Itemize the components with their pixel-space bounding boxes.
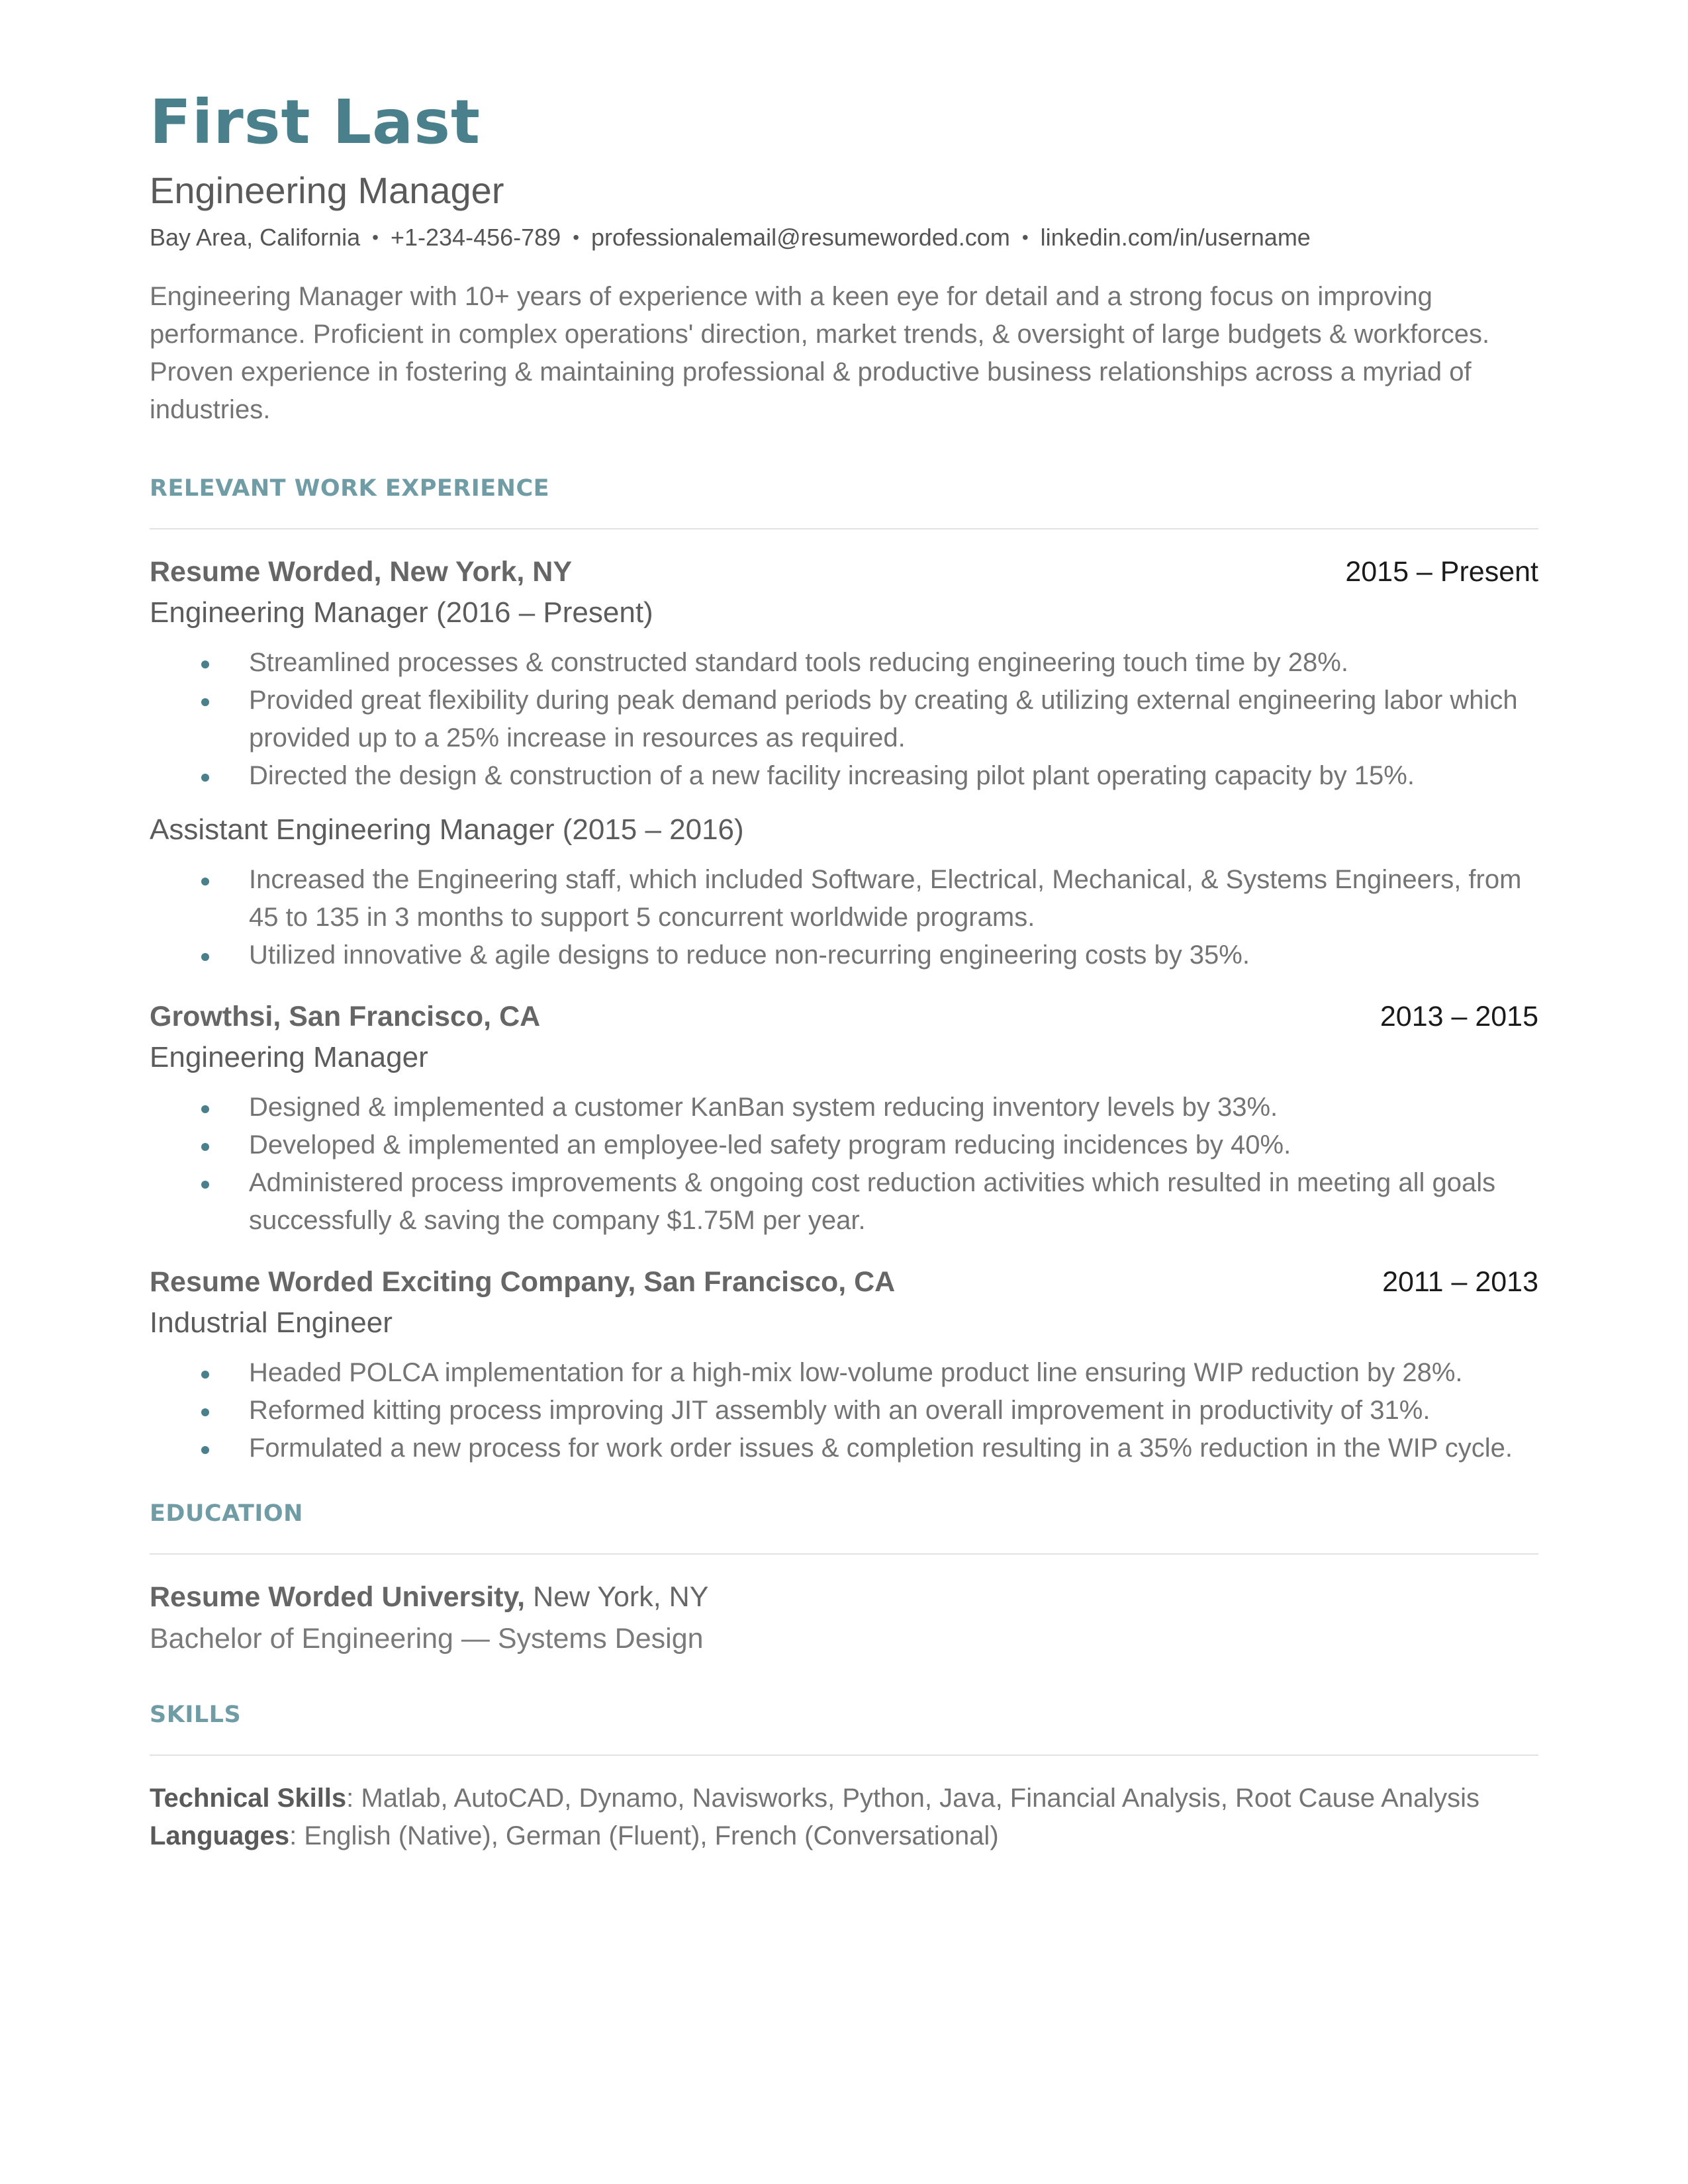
job-bullet-list: [150, 861, 1538, 974]
contact-line: [150, 224, 1538, 251]
education-school-line: [150, 1581, 1538, 1614]
bullet-dot-icon: [201, 953, 209, 961]
candidate-title: Engineering Manager: [150, 169, 504, 212]
skills-technical: [150, 1780, 1538, 1817]
job-bullet-text: Utilized innovative & agile designs to reduce non-recurring engineering costs by 35%.: [249, 940, 1250, 970]
job-entry: [150, 1001, 1538, 1240]
job-bullet-text: Designed & implemented a customer KanBan system reducing inventory levels by 33%.: [249, 1092, 1278, 1122]
section-divider: [150, 528, 1538, 529]
job-entry: [150, 1266, 1538, 1467]
job-header: [150, 556, 1538, 588]
skills-block: [150, 1780, 1538, 1855]
section-divider: [150, 1754, 1538, 1756]
job-header: [150, 1266, 1538, 1298]
job-bullet-text: Streamlined processes & constructed standard tools reducing engineering touch time by 28%.: [249, 647, 1348, 677]
contact-separator: •: [372, 226, 379, 248]
job-bullet-text: Reformed kitting process improving JIT assembly with an overall improvement in productivity of 31%.: [249, 1395, 1430, 1425]
job-bullet-text: Developed & implemented an employee-led safety program reducing incidences by 40%.: [249, 1130, 1291, 1160]
job-company: Growthsi, San Francisco, CA: [150, 1000, 541, 1032]
job-bullet: [150, 861, 1538, 936]
job-role-title: Assistant Engineering Manager (2015 – 2016): [150, 813, 744, 846]
contact-location: Bay Area, California: [150, 223, 361, 251]
bullet-dot-icon: [201, 1371, 209, 1379]
education-location: New York, NY: [533, 1580, 709, 1613]
bullet-dot-icon: [201, 1446, 209, 1454]
job-role-title: Industrial Engineer: [150, 1306, 393, 1339]
education-school: Resume Worded University,: [150, 1580, 526, 1613]
job-bullet: [150, 1089, 1538, 1126]
job-bullet-text: Headed POLCA implementation for a high-mix low-volume product line ensuring WIP reduction by 28%.: [249, 1357, 1463, 1387]
education-degree: Bachelor of Engineering — Systems Design: [150, 1622, 704, 1655]
job-bullet: [150, 1164, 1538, 1240]
candidate-name: First Last: [150, 87, 481, 158]
job-bullet: [150, 757, 1538, 795]
experience-heading: RELEVANT WORK EXPERIENCE: [150, 475, 550, 502]
bullet-dot-icon: [201, 1181, 209, 1189]
summary-paragraph: Engineering Manager with 10+ years of experience with a keen eye for detail and a strong focus on improving performance. Proficient in complex operations' direction, market trends, & oversight of large budgets & workforces. Proven experience in fostering & maintaining professional & productive business relationships across a myriad of industries.: [150, 281, 1490, 424]
job-bullet-text: Administered process improvements & ongoing cost reduction activities which resulted in meeting all goals successfully & saving the company $1.75M per year.: [249, 1167, 1496, 1235]
bullet-dot-icon: [201, 660, 209, 668]
bullet-dot-icon: [201, 878, 209, 886]
skills-languages-values: : English (Native), German (Fluent), French (Conversational): [289, 1821, 999, 1850]
skills-languages: [150, 1817, 1538, 1855]
job-bullet-list: [150, 1354, 1538, 1467]
education-entry: [150, 1581, 1538, 1655]
job-header: [150, 1001, 1538, 1033]
job-bullet-list: [150, 644, 1538, 795]
job-company: Resume Worded, New York, NY: [150, 555, 573, 588]
job-bullet: [150, 1126, 1538, 1164]
job-bullet: [150, 1392, 1538, 1430]
job-bullet: [150, 1354, 1538, 1392]
bullet-dot-icon: [201, 698, 209, 706]
job-bullet: [150, 644, 1538, 682]
skills-technical-values: : Matlab, AutoCAD, Dynamo, Navisworks, Python, Java, Financial Analysis, Root Cause Analysis: [346, 1783, 1480, 1813]
bullet-dot-icon: [201, 774, 209, 782]
contact-email[interactable]: professionalemail@resumeworded.com: [591, 223, 1010, 251]
bullet-dot-icon: [201, 1408, 209, 1416]
contact-separator: •: [1021, 226, 1029, 248]
skills-technical-label: Technical Skills: [150, 1783, 347, 1813]
job-bullet-text: Formulated a new process for work order issues & completion resulting in a 35% reduction in the WIP cycle.: [249, 1433, 1513, 1463]
job-bullet: [150, 936, 1538, 974]
job-dates: 2011 – 2013: [1382, 1265, 1538, 1298]
job-company: Resume Worded Exciting Company, San Francisco, CA: [150, 1265, 896, 1298]
job-bullet-text: Provided great flexibility during peak demand periods by creating & utilizing external engineering labor which provided up to a 25% increase in resources as required.: [249, 685, 1518, 752]
job-bullet-text: Directed the design & construction of a new facility increasing pilot plant operating capacity by 15%.: [249, 760, 1415, 790]
section-divider: [150, 1553, 1538, 1555]
job-bullet: [150, 1430, 1538, 1467]
skills-heading: SKILLS: [150, 1701, 242, 1728]
experience-list: [150, 556, 1538, 1467]
job-bullet-text: Increased the Engineering staff, which included Software, Electrical, Mechanical, & Systems Engineers, from 45 to 135 in 3 months to support 5 concurrent worldwide programs.: [249, 864, 1522, 932]
contact-linkedin[interactable]: linkedin.com/in/username: [1040, 223, 1311, 251]
education-heading: EDUCATION: [150, 1500, 303, 1527]
job-dates: 2015 – Present: [1345, 555, 1538, 588]
job-entry: [150, 556, 1538, 974]
contact-separator: •: [573, 226, 579, 248]
job-bullet-list: [150, 1089, 1538, 1240]
skills-languages-label: Languages: [150, 1821, 290, 1850]
job-role-title: Engineering Manager: [150, 1040, 428, 1073]
bullet-dot-icon: [201, 1143, 209, 1151]
bullet-dot-icon: [201, 1105, 209, 1113]
job-role-title: Engineering Manager (2016 – Present): [150, 596, 653, 629]
job-dates: 2013 – 2015: [1380, 1000, 1538, 1032]
contact-phone: +1-234-456-789: [390, 223, 561, 251]
job-bullet: [150, 682, 1538, 757]
